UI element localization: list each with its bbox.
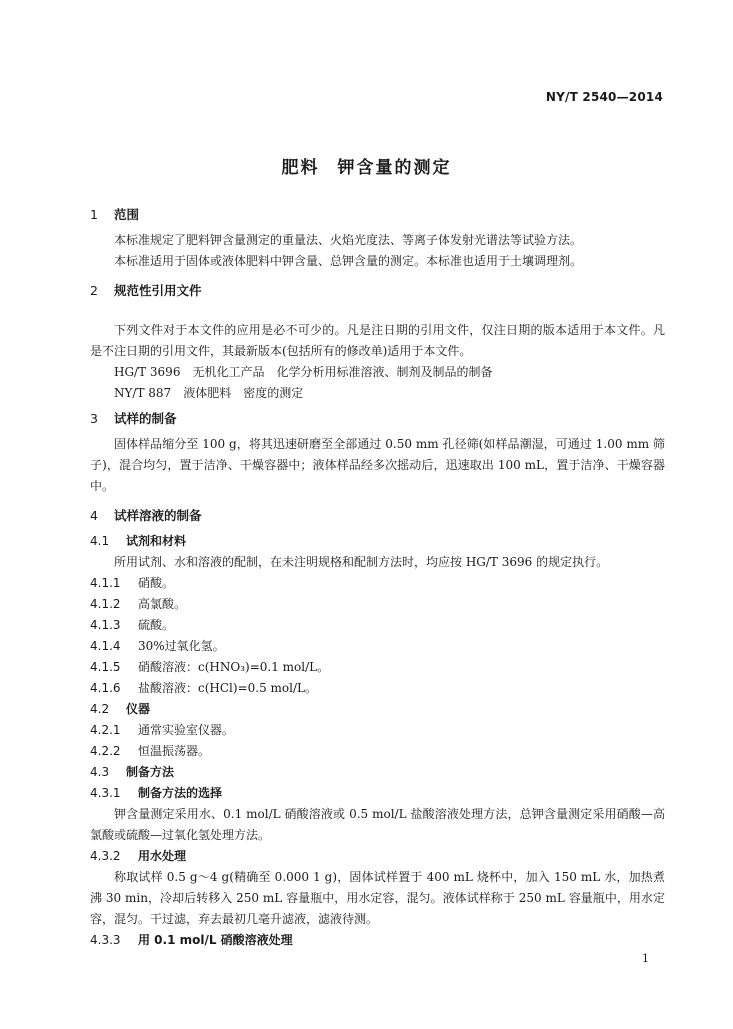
section-heading-1: 1 范围 (90, 207, 140, 222)
paragraph: 所用试剂、水和溶液的配制，在未注明规格和配制方法时，均应按 HG/T 3696 的规定执行。 (114, 555, 609, 569)
list-item: 4.2.1 通常实验室仪器。 (90, 723, 235, 737)
subsection-heading-4-3-2: 4.3.2 用水处理 (90, 849, 187, 863)
subsection-heading-4-2: 4.2 仪器 (90, 702, 151, 716)
list-item: 4.1.4 30%过氧化氢。 (90, 639, 225, 653)
paragraph: 钾含量测定采用水、0.1 mol/L 硝酸溶液或 0.5 mol/L 盐酸溶液处理方法，总钾含量测定采用硝酸—高氯酸或硫酸—过氧化氢处理方法。 (90, 807, 665, 842)
list-item: 4.1.3 硫酸。 (90, 618, 175, 632)
subsection-heading-4-3: 4.3 制备方法 (90, 765, 175, 779)
list-item: 4.1.5 硝酸溶液：c(HNO₃)=0.1 mol/L。 (90, 660, 330, 674)
list-item: 4.1.6 盐酸溶液：c(HCl)=0.5 mol/L。 (90, 681, 317, 695)
title-part2: 钾含量的测定 (337, 158, 452, 178)
standard-code: NY/T 2540—2014 (545, 90, 663, 104)
normative-reference: NY/T 887 液体肥料 密度的测定 (114, 386, 304, 400)
paragraph: 本标准规定了肥料钾含量测定的重量法、火焰光度法、等离子体发射光谱法等试验方法。 (114, 233, 583, 247)
section-heading-4: 4 试样溶液的制备 (90, 508, 202, 523)
section-heading-3: 3 试样的制备 (90, 411, 177, 426)
document-body (90, 204, 665, 951)
document-title (0, 153, 733, 178)
title-part1: 肥料 (281, 158, 320, 178)
paragraph: 固体样品缩分至 100 g，将其迅速研磨至全部通过 0.50 mm 孔径筛(如样品潮湿，可通过 1.00 mm 筛子)，混合均匀，置于洁净、干燥容器中；液体样品经多次摇动后，迅速取出 100 mL，置于洁净、干燥容器中。 (90, 437, 665, 493)
paragraph: 称取试样 0.5 g～4 g(精确至 0.000 1 g)，固体试样置于 400 mL 烧杯中，加入 150 mL 水，加热煮沸 30 min，冷却后转移入 250 mL 容量瓶中，用水定容，混匀。液体试样称于 250 mL 容量瓶中，用水定容，混匀。干过滤，弃去最初几毫升滤液，滤液待测。 (90, 870, 665, 926)
subsection-heading-4-3-1: 4.3.1 制备方法的选择 (90, 786, 223, 800)
normative-reference: HG/T 3696 无机化工产品 化学分析用标准溶液、制剂及制品的制备 (114, 365, 493, 379)
list-item: 4.1.1 硝酸。 (90, 576, 175, 590)
page-number: 1 (642, 952, 649, 965)
list-item: 4.2.2 恒温振荡器。 (90, 744, 211, 758)
subsection-heading-4-3-3: 4.3.3 用 0.1 mol/L 硝酸溶液处理 (90, 933, 293, 947)
section-heading-2: 2 规范性引用文件 (90, 283, 202, 298)
paragraph: 本标准适用于固体或液体肥料中钾含量、总钾含量的测定。本标准也适用于土壤调理剂。 (114, 254, 583, 268)
paragraph: 下列文件对于本文件的应用是必不可少的。凡是注日期的引用文件，仅注日期的版本适用于本文件。凡是不注日期的引用文件，其最新版本(包括所有的修改单)适用于本文件。 (90, 323, 665, 358)
subsection-heading-4-1: 4.1 试剂和材料 (90, 534, 187, 548)
list-item: 4.1.2 高氯酸。 (90, 597, 187, 611)
